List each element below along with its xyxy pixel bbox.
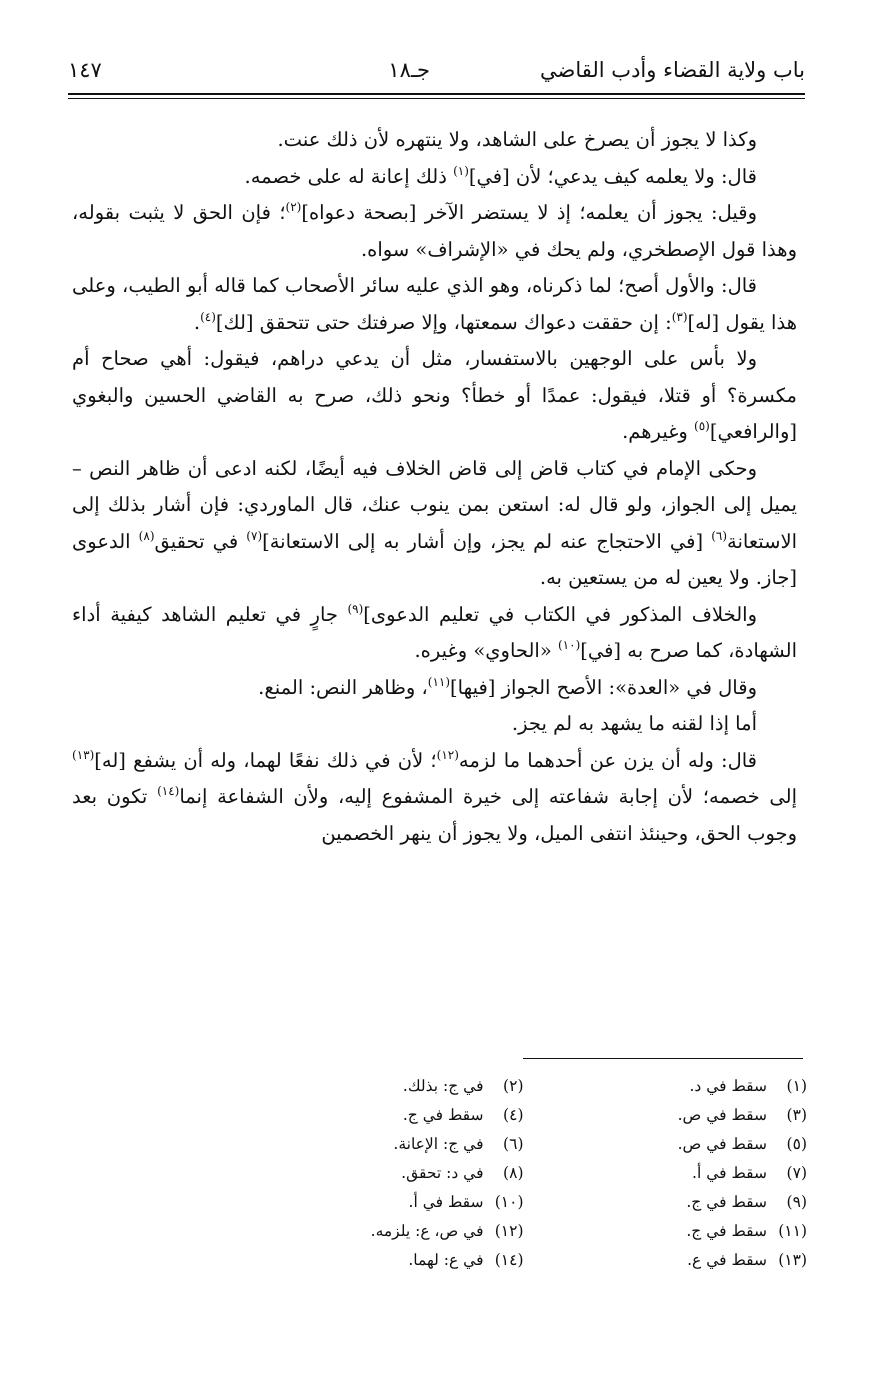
footnote-number: (٤) — [503, 1106, 524, 1124]
running-header — [68, 58, 805, 90]
footnote-marker: (٣) — [671, 309, 688, 324]
text-run: وقيل: يجوز أن يعلمه؛ إذ لا يستضر الآخر [بصحة دعواه] — [301, 201, 757, 224]
footnote-row — [240, 1188, 807, 1217]
footnote — [524, 1188, 808, 1217]
text-run: تكون بعد وجوب الحق، وحينئذ انتفى الميل، ولا يجوز أن ينهر الخصمين — [72, 785, 797, 845]
footnote — [240, 1130, 524, 1159]
footnote-text: سقط في ج. — [402, 1106, 484, 1124]
text-run: والخلاف المذكور في الكتاب في تعليم الدعوى] — [363, 602, 757, 626]
text-run: [في الاحتجاج عنه لم يجز، وإن أشار به إلى الاستعانة] — [262, 529, 712, 553]
footnote-text: سقط في ص. — [677, 1135, 767, 1153]
footnote-text: في ص، ع: يلزمه. — [370, 1222, 484, 1240]
paragraph — [72, 195, 797, 268]
footnote-marker: (١٤) — [157, 784, 180, 798]
chapter-title: باب ولاية القضاء وأدب القاضي — [540, 58, 805, 82]
footnote — [524, 1072, 808, 1101]
footnote-marker: (١٠) — [557, 638, 581, 652]
text-run: في تحقيق — [154, 529, 247, 553]
paragraph — [72, 268, 797, 341]
footnote-number: (١٤) — [494, 1251, 524, 1269]
footnote-row — [240, 1246, 807, 1275]
footnote — [524, 1159, 808, 1188]
footnote-number: (٢) — [503, 1077, 524, 1095]
footnote-number: (٧) — [786, 1164, 807, 1182]
paragraph — [72, 159, 797, 196]
text-run: وغيرهم. — [622, 420, 695, 443]
footnote — [524, 1101, 808, 1130]
text-run: قال: وله أن يزن عن أحدهما ما لزمه — [458, 748, 757, 772]
footnote-number: (٥) — [786, 1135, 807, 1153]
footnote — [240, 1159, 524, 1188]
footnote — [240, 1188, 524, 1217]
text-run: ، وظاهر النص: المنع. — [258, 675, 428, 699]
text-run: ؛ فإن الحق لا يثبت بقوله، وهذا قول الإصطخري، ولم يحك في «الإشراف» سواه. — [72, 201, 797, 261]
footnote-text: في د: تحقق. — [401, 1164, 484, 1182]
text-run: وكذا لا يجوز أن يصرخ على الشاهد، ولا ينتهره لأن ذلك عنت. — [277, 128, 757, 151]
footnote — [524, 1217, 808, 1246]
footnote-marker: (٦) — [711, 528, 728, 543]
footnote-marker: (١٣) — [72, 747, 95, 762]
footnote-text: في ج: الإعانة. — [393, 1135, 484, 1153]
footnote-marker: (١) — [453, 163, 469, 178]
footnote-row — [240, 1101, 807, 1130]
footnote-marker: (١٢) — [436, 747, 459, 762]
footnote-text: سقط في د. — [689, 1077, 767, 1095]
header-rule-thick — [68, 93, 805, 95]
footnote-text: في ع: لهما. — [408, 1251, 484, 1269]
footnote-number: (١) — [786, 1077, 807, 1095]
text-run: ؛ لأن في ذلك نفعًا لهما، وله أن يشفع [له] — [94, 748, 437, 772]
paragraph — [72, 597, 797, 670]
text-run: أما إذا لقنه ما يشهد به لم يجز. — [511, 712, 757, 735]
footnote-text: سقط في ج. — [686, 1222, 767, 1240]
footnote — [240, 1101, 524, 1130]
footnote-row — [240, 1130, 807, 1159]
footnote-marker: (٨) — [138, 528, 155, 543]
footnote-number: (٩) — [786, 1193, 807, 1211]
paragraph — [72, 341, 797, 451]
footnote-row — [240, 1159, 807, 1188]
text-run: ذلك إعانة له على خصمه. — [244, 164, 454, 188]
text-run: : إن حققت دعواك سمعتها، وإلا صرفتك حتى تتحقق [لك] — [215, 310, 672, 334]
footnote-number: (١١) — [778, 1222, 807, 1240]
footnote-marker: (٥) — [694, 419, 710, 433]
footnote — [524, 1130, 808, 1159]
header-rule-thin — [68, 98, 805, 99]
footnote — [240, 1217, 524, 1246]
footnote-separator — [523, 1058, 803, 1059]
footnote-number: (٦) — [503, 1135, 524, 1153]
volume-label: جـ١٨ — [388, 58, 430, 82]
main-text — [72, 122, 797, 852]
footnote-marker: (١١) — [427, 674, 451, 689]
text-run: جارٍ في تعليم الشاهد كيفية أداء الشهادة، كما صرح به [في] — [72, 602, 797, 662]
footnote-text: سقط في أ. — [692, 1164, 767, 1182]
footnote-number: (١٢) — [494, 1222, 524, 1240]
text-run: وقال في «العدة»: الأصح الجواز [فيها] — [450, 675, 757, 699]
text-run: ولا بأس على الوجهين بالاستفسار، مثل أن يدعي دراهم، فيقول: أهي صحاح أم مكسرة؟ أو قتلا، فيقول: عمدًا أو خطأ؟ ونحو ذلك، صرح به القاضي الحسين والبغوي [والرافعي] — [72, 347, 797, 443]
text-run: قال: ولا يعلمه كيف يدعي؛ لأن [في] — [468, 164, 757, 188]
text-run: «الحاوي» وغيره. — [414, 639, 558, 662]
footnote-text: سقط في ع. — [687, 1251, 767, 1269]
footnote-text: سقط في ج. — [686, 1193, 767, 1211]
paragraph — [72, 706, 797, 743]
footnote-text: سقط في ص. — [677, 1106, 767, 1124]
text-run: . — [193, 310, 201, 334]
footnote-marker: (٩) — [347, 601, 364, 616]
footnote-number: (٨) — [503, 1164, 524, 1182]
footnotes — [240, 1072, 807, 1275]
footnote-row — [240, 1217, 807, 1246]
paragraph — [72, 743, 797, 853]
page-number: ١٤٧ — [68, 58, 102, 82]
footnote-number: (١٣) — [778, 1251, 807, 1269]
footnote-text: في ج: بذلك. — [402, 1077, 484, 1095]
paragraph — [72, 122, 797, 159]
footnote — [524, 1246, 808, 1275]
text-run: إلى خصمه؛ لأن إجابة شفاعته إلى خيرة المشفوع إليه، ولأن الشفاعة إنما — [179, 785, 798, 808]
footnote — [240, 1072, 524, 1101]
text-run: الدعوى [جاز. ولا يعين له من يستعين به. — [72, 529, 797, 589]
footnote-text: سقط في أ. — [408, 1193, 484, 1211]
footnote-number: (١٠) — [494, 1193, 524, 1211]
paragraph — [72, 451, 797, 597]
footnote-row — [240, 1072, 807, 1101]
text-run: وحكى الإمام في كتاب قاض إلى قاض الخلاف فيه أيضًا، لكنه ادعى أن ظاهر النص – يميل إلى الجواز، ولو قال له: استعن بمن ينوب عنك، قال الماوردي: فإن أشار بذلك إلى الاستعانة — [72, 456, 798, 553]
footnote-marker: (٤) — [200, 309, 216, 324]
footnote-marker: (٢) — [285, 200, 302, 214]
footnote-number: (٣) — [786, 1106, 807, 1124]
paragraph — [72, 670, 797, 707]
footnote-marker: (٧) — [246, 528, 263, 543]
footnote — [240, 1246, 524, 1275]
text-run: قال: والأول أصح؛ لما ذكرناه، وهو الذي عليه سائر الأصحاب كما قاله أبو الطيب، وعلى هذا يقول [له] — [72, 274, 797, 334]
